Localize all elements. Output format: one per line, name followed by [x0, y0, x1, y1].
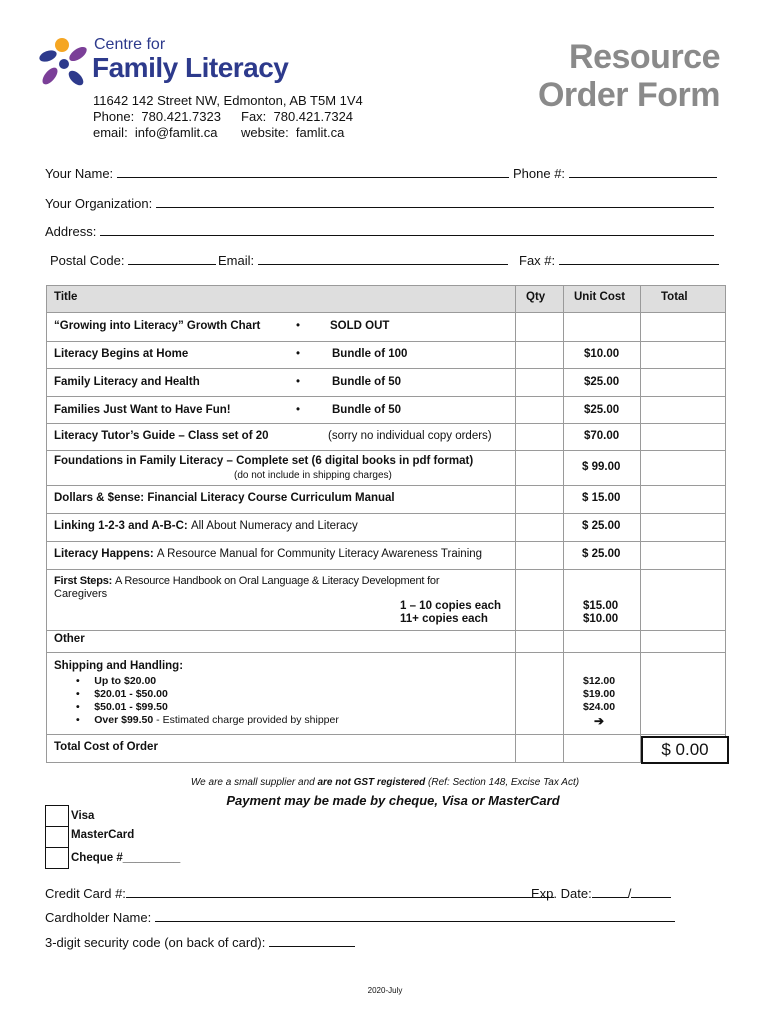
- footer-date: 2020-July: [367, 986, 403, 995]
- organization-field[interactable]: Your Organization:: [45, 196, 714, 211]
- shipping-item: • Over $99.50 - Estimated charge provided by shipper: [76, 714, 339, 726]
- mastercard-checkbox[interactable]: [45, 826, 69, 847]
- fax-field[interactable]: Fax #:: [519, 253, 719, 268]
- org-address: 11642 142 Street NW, Edmonton, AB T5M 1V4: [93, 93, 363, 108]
- logo-flower-icon: [38, 36, 94, 94]
- org-phone: Phone: 780.421.7323: [93, 109, 221, 124]
- org-email: email: info@famlit.ca: [93, 125, 218, 140]
- foundations-note: (do not include in shipping charges): [234, 470, 392, 481]
- total-cost-value[interactable]: $ 0.00: [641, 736, 729, 764]
- firststeps-title: First Steps: A Resource Handbook on Oral Language & Literacy Development for: [54, 575, 440, 587]
- bullet: •: [296, 320, 301, 332]
- firststeps-option: 11+ copies each: [400, 613, 488, 625]
- col-title-header: Title: [54, 291, 78, 303]
- unit-price: $10.00: [584, 348, 620, 360]
- unit-price: $ 25.00: [582, 548, 621, 560]
- row-title: Literacy Begins at Home: [54, 348, 189, 360]
- order-table: [46, 285, 726, 763]
- unit-price: $ 25.00: [582, 520, 621, 532]
- shipping-price: $12.00: [583, 675, 616, 687]
- firststeps-title-cont: Caregivers: [54, 588, 108, 600]
- visa-checkbox[interactable]: [45, 805, 69, 826]
- unit-price: $ 15.00: [582, 492, 621, 504]
- row-title: Family Literacy and Health: [54, 376, 200, 388]
- linking-title: Linking 1-2-3 and A-B-C: All About Numeracy and Literacy: [54, 520, 358, 532]
- row-note: (sorry no individual copy orders): [328, 430, 492, 442]
- unit-price: $ 99.00: [582, 461, 621, 473]
- mastercard-label: MasterCard: [71, 829, 135, 841]
- row-title: Literacy Tutor’s Guide – Class set of 20: [54, 430, 269, 442]
- security-code-field[interactable]: 3-digit security code (on back of card):: [45, 935, 355, 950]
- form-title: Resource Order Form: [537, 38, 720, 114]
- shipping-item: • $50.01 - $99.50: [76, 701, 168, 713]
- your-name-field[interactable]: Your Name:: [45, 166, 509, 181]
- row-note: Bundle of 50: [332, 404, 402, 416]
- row-note: Bundle of 50: [332, 376, 402, 388]
- other-label: Other: [54, 633, 85, 645]
- org-fax: Fax: 780.421.7324: [241, 109, 354, 124]
- org-name-line2: Family Literacy: [92, 52, 289, 83]
- row-title: “Growing into Literacy” Growth Chart: [54, 320, 261, 332]
- gst-note: We are a small supplier and are not GST registered (Ref: Section 148, Excise Tax Act): [190, 777, 580, 788]
- bullet: •: [296, 348, 301, 360]
- row-note: SOLD OUT: [330, 320, 390, 332]
- total-cost-label: Total Cost of Order: [54, 741, 158, 753]
- unit-price: $70.00: [584, 430, 620, 442]
- phone-field[interactable]: Phone #:: [513, 166, 717, 181]
- shipping-item: • $20.01 - $50.00: [76, 688, 168, 700]
- col-unit-header: Unit Cost: [574, 291, 626, 303]
- shipping-price: $19.00: [583, 688, 616, 700]
- cheque-label: Cheque #_________: [71, 852, 181, 864]
- foundations-title: Foundations in Family Literacy – Complete set (6 digital books in pdf format): [54, 455, 474, 467]
- dollars-title: Dollars & $ense: Financial Literacy Course Curriculum Manual: [54, 492, 395, 504]
- bullet: •: [296, 376, 301, 388]
- bullet: •: [296, 404, 301, 416]
- contact-block: [93, 93, 363, 141]
- exp-date-field[interactable]: Exp. Date: /: [531, 886, 671, 901]
- payment-note: Payment may be made by cheque, Visa or MasterCard: [226, 793, 560, 808]
- postal-code-field[interactable]: Postal Code:: [50, 253, 216, 268]
- col-qty-header: Qty: [526, 291, 546, 303]
- cheque-checkbox[interactable]: [45, 847, 69, 869]
- unit-price: $10.00: [583, 613, 619, 625]
- firststeps-option: 1 – 10 copies each: [400, 600, 502, 612]
- shipping-item: • Up to $20.00: [76, 675, 157, 687]
- row-note: Bundle of 100: [332, 348, 408, 360]
- arrow-right-icon: ➔: [594, 714, 605, 728]
- org-name-line1: Centre for: [94, 36, 166, 53]
- unit-price: $25.00: [584, 404, 620, 416]
- shipping-title: Shipping and Handling:: [54, 660, 184, 672]
- visa-label: Visa: [71, 810, 95, 822]
- org-website: website: famlit.ca: [241, 125, 345, 140]
- email-field[interactable]: Email:: [218, 253, 508, 268]
- col-total-header: Total: [661, 291, 688, 303]
- row-title: Families Just Want to Have Fun!: [54, 404, 231, 416]
- address-field[interactable]: Address:: [45, 224, 714, 239]
- shipping-price: $24.00: [583, 701, 616, 713]
- unit-price: $25.00: [584, 376, 620, 388]
- credit-card-field[interactable]: Credit Card #:: [45, 886, 554, 901]
- cardholder-field[interactable]: Cardholder Name:: [45, 910, 675, 925]
- happens-title: Literacy Happens: A Resource Manual for Community Literacy Awareness Training: [54, 548, 483, 560]
- unit-price: $15.00: [583, 600, 619, 612]
